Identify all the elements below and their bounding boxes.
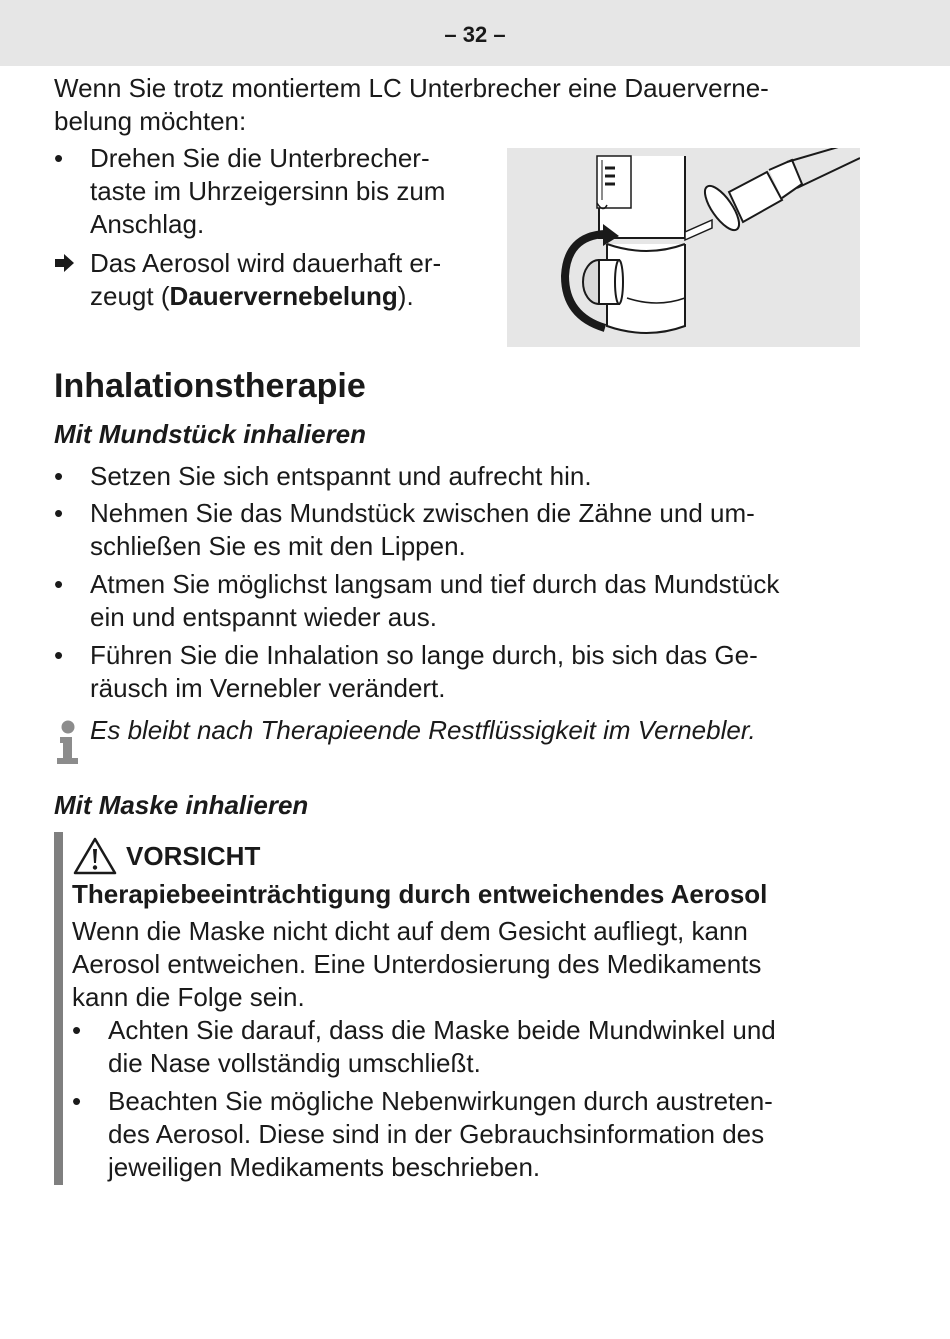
list-line: des Aerosol. Diese sind in der Gebrauchsinformation des: [108, 1119, 765, 1149]
warning-line: Wenn die Maske nicht dicht auf dem Gesicht aufliegt, kann: [72, 916, 748, 946]
list-line: Nehmen Sie das Mundstück zwischen die Zähne und um-: [90, 498, 755, 528]
warning-line: kann die Folge sein.: [72, 982, 305, 1012]
warning-triangle-icon: [72, 836, 118, 876]
list-line: Achten Sie darauf, dass die Maske beide Mundwinkel und: [108, 1015, 776, 1045]
info-note: Es bleibt nach Therapieende Restflüssigkeit im Vernebler.: [90, 715, 756, 745]
result-line: zeugt (Dauervernebelung).: [90, 281, 414, 311]
bullet: •: [54, 640, 64, 670]
arrow-icon: [54, 247, 84, 282]
step-line: Anschlag.: [90, 209, 205, 239]
list-line: die Nase vollständig umschließt.: [108, 1048, 481, 1078]
result-emphasis: Dauervernebelung: [169, 281, 398, 311]
subsection-title-mask: Mit Maske inhalieren: [54, 790, 309, 820]
bullet: •: [72, 1015, 82, 1045]
step-line: taste im Uhrzeigersinn bis zum: [90, 176, 446, 206]
list-line: ein und entspannt wieder aus.: [90, 602, 437, 632]
list-line: räusch im Vernebler verändert.: [90, 673, 446, 703]
list-line: schließen Sie es mit den Lippen.: [90, 531, 466, 561]
warning-heading: [72, 836, 260, 876]
list-line: Beachten Sie mögliche Nebenwirkungen durch austreten-: [108, 1086, 773, 1116]
bullet: •: [54, 143, 64, 173]
warning-sidebar: [54, 832, 63, 1185]
bullet: •: [54, 461, 64, 491]
bullet: •: [54, 569, 64, 599]
bullet: •: [72, 1086, 82, 1116]
list-line: Atmen Sie möglichst langsam und tief durch das Mundstück: [90, 569, 780, 599]
warning-subtitle: Therapiebeeinträchtigung durch entweichendes Aerosol: [72, 879, 768, 909]
bullet: •: [54, 498, 64, 528]
intro-paragraph: [54, 72, 874, 138]
warning-line: Aerosol entweichen. Eine Unterdosierung des Medikaments: [72, 949, 762, 979]
step-line: Drehen Sie die Unterbrecher-: [90, 143, 430, 173]
intro-line: Wenn Sie trotz montiertem LC Unterbrecher eine Dauerverne-: [54, 73, 769, 103]
intro-line: belung möchten:: [54, 106, 247, 136]
subsection-title-mouthpiece: Mit Mundstück inhalieren: [54, 419, 367, 449]
nebulizer-interrupter-illustration: [507, 148, 860, 347]
list-line: jeweiligen Medikaments beschrieben.: [108, 1152, 541, 1182]
warning-label: VORSICHT: [126, 840, 261, 871]
list-line: Setzen Sie sich entspannt und aufrecht hin.: [90, 461, 592, 491]
section-title: Inhalationstherapie: [54, 367, 366, 405]
page-number: – 32 –: [444, 22, 506, 47]
list-line: Führen Sie die Inhalation so lange durch, bis sich das Ge-: [90, 640, 758, 670]
result-line: Das Aerosol wird dauerhaft er-: [90, 248, 442, 278]
info-icon: [54, 720, 82, 766]
warning-text: [72, 915, 862, 1014]
